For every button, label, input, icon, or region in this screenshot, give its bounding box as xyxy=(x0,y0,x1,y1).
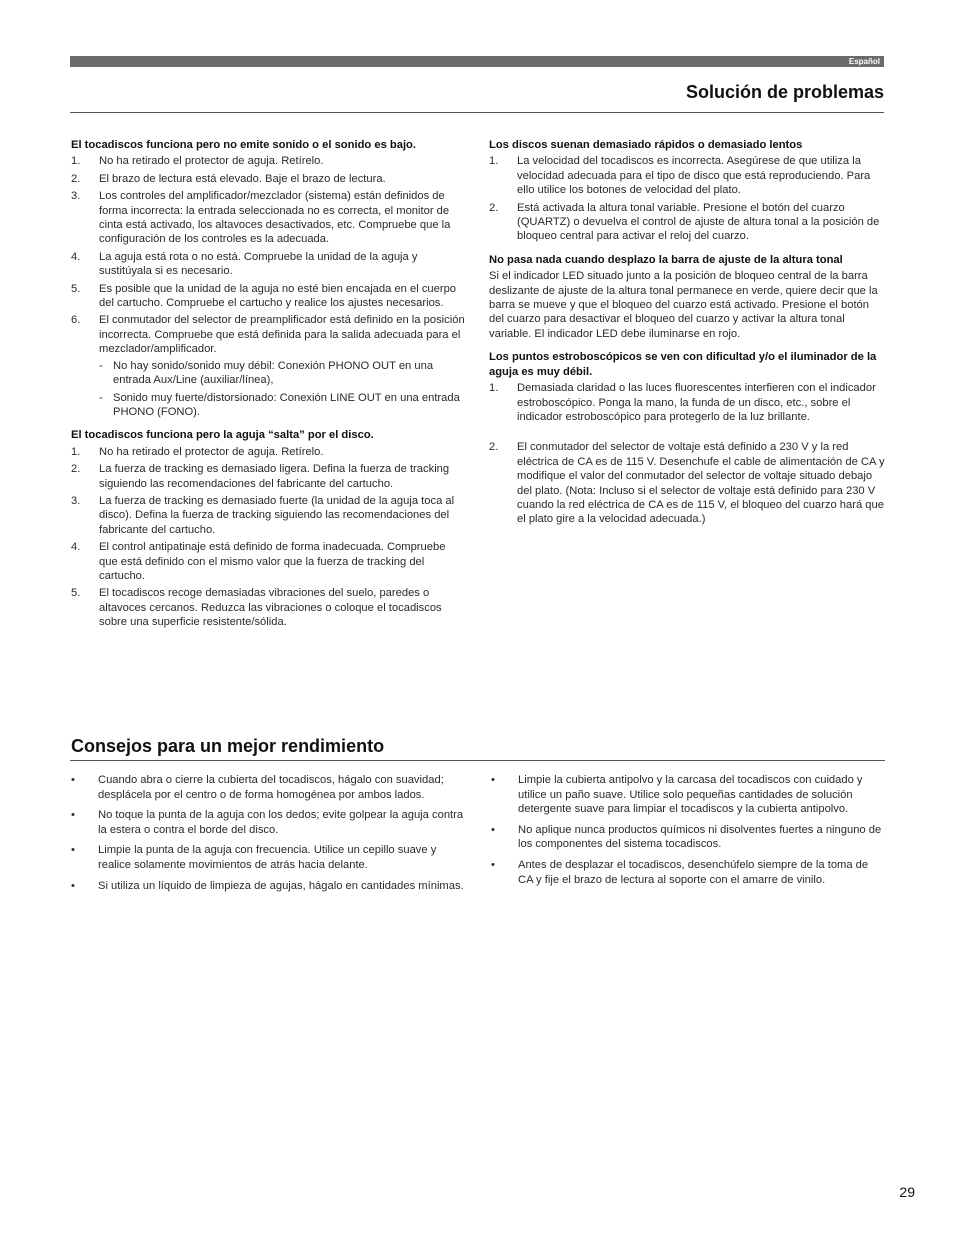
tips-list-right xyxy=(491,773,885,887)
item-text: El brazo de lectura está elevado. Baje el brazo de lectura. xyxy=(99,172,386,185)
skips-block xyxy=(71,428,466,629)
bullet-marker: • xyxy=(71,844,75,857)
list-item xyxy=(71,462,466,491)
strobe-heading: Los puntos estroboscópicos se ven con dificultad y/o el iluminador de la aguja es muy débil. xyxy=(489,351,877,378)
item-number: 1. xyxy=(489,382,499,395)
item-text: La fuerza de tracking es demasiado ligera. Defina la fuerza de tracking siguiendo las recomendaciones del fabricante del cartucho. xyxy=(99,463,450,490)
pitch-heading: No pasa nada cuando desplazo la barra de ajuste de la altura tonal xyxy=(489,253,843,266)
item-number: 4. xyxy=(71,541,81,554)
item-text: Demasiada claridad o las luces fluorescentes interfieren con el indicador estroboscópico. Ponga la mano, la funda de un disco, etc., sobre el indicador estroboscópico para protegerlo de la luz brillante. xyxy=(517,382,876,423)
strobe-block xyxy=(489,350,885,526)
list-item xyxy=(489,440,885,526)
list-item xyxy=(489,381,885,424)
sub-item-text: Sonido muy fuerte/distorsionado: Conexión LINE OUT en una entrada PHONO (FONO). xyxy=(113,391,460,418)
tips-right-column xyxy=(491,773,885,893)
tip-text: Cuando abra o cierre la cubierta del tocadiscos, hágalo con suavidad; desplácela por el centro o de forma homogénea por ambos lados. xyxy=(98,774,444,801)
bullet-marker: • xyxy=(71,879,75,892)
sub-item-text: No hay sonido/sonido muy débil: Conexión PHONO OUT en una entrada Aux/Line (auxiliar/línea), xyxy=(113,359,434,387)
item-number: 2. xyxy=(71,463,81,476)
section-divider xyxy=(70,112,884,113)
list-item xyxy=(71,773,467,802)
item-number: 2. xyxy=(489,441,499,454)
header-bar xyxy=(70,56,884,67)
tips-list-left xyxy=(71,773,467,893)
list-item xyxy=(71,879,467,894)
pitch-text: Si el indicador LED situado junto a la posición de bloqueo central de la barra deslizante de ajuste de la altura tonal permanece en verde, quiere decir que la barra se mueve y que el bloqueo del cuarzo está activado. Presione el botón del cuarzo para desactivar el bloqueo del cuarzo y activar la altura tonal variable. El indicador LED debe iluminarse en rojo. xyxy=(489,270,878,340)
skips-heading: El tocadiscos funciona pero la aguja “salta” por el disco. xyxy=(71,429,374,442)
list-item xyxy=(71,313,466,419)
item-text: Es posible que la unidad de la aguja no esté bien encajada en el cuerpo del cartucho. Compruebe el cartucho y realice los ajustes necesarios. xyxy=(99,282,457,310)
item-text: Los controles del amplificador/mezclador (sistema) están definidos de forma incorrecta: la entrada seleccionada no es correcta, el monitor de cinta está activado, los altavoces desactivados, etc. Compruebe que la configuración de los controles es la adecuada. xyxy=(99,190,451,246)
troubleshooting-left-column xyxy=(71,138,466,639)
item-number: 3. xyxy=(71,494,81,507)
sub-list xyxy=(99,359,466,420)
item-number: 5. xyxy=(71,587,81,600)
item-text: No ha retirado el protector de aguja. Retírelo. xyxy=(99,445,324,458)
pitch-block xyxy=(489,253,885,341)
tip-text: No toque la punta de la aguja con los dedos; evite golpear la aguja contra la estera o contra el borde del disco. xyxy=(98,809,464,836)
bullet-marker: • xyxy=(71,774,75,786)
list-item xyxy=(491,858,885,887)
list-item xyxy=(71,282,466,311)
item-text: No ha retirado el protector de aguja. Retírelo. xyxy=(99,155,324,168)
item-number: 6. xyxy=(71,314,81,327)
no-sound-heading: El tocadiscos funciona pero no emite sonido o el sonido es bajo. xyxy=(71,139,416,151)
item-number: 1. xyxy=(71,155,81,168)
tip-text: Si utiliza un líquido de limpieza de agujas, hágalo en cantidades mínimas. xyxy=(98,879,464,892)
item-number: 1. xyxy=(489,155,499,168)
item-text: La aguja está rota o no está. Compruebe la unidad de la aguja y sustitúyala si es necesario. xyxy=(99,250,418,278)
item-number: 2. xyxy=(489,201,499,214)
tip-text: Antes de desplazar el tocadiscos, desenchúfelo siempre de la toma de CA y fije el brazo de lectura al soporte con el amarre de vinilo. xyxy=(518,858,869,886)
sub-item xyxy=(99,391,466,420)
list-item xyxy=(71,154,466,168)
speed-list xyxy=(489,154,885,243)
item-text: El conmutador del selector de voltaje está definido a 230 V y la red eléctrica de CA es de 115 V. Desenchufe el cable de alimentación de CA y modifique el valor del conmutador del selector de voltaje situado debajo del plato. (Nota: Incluso si el selector de voltaje está definido para 230 V cuando la red eléctrica de CA es de 115 V, el bloqueo del cuarzo hará que el plato gire a la velocidad adecuada.) xyxy=(517,441,885,526)
list-item xyxy=(71,189,466,247)
item-text: El tocadiscos recoge demasiadas vibraciones del suelo, paredes o altavoces cercanos. Reduzca las vibraciones o coloque el tocadiscos sobre una superficie resistente/sólida. xyxy=(99,587,442,629)
list-item xyxy=(491,773,885,817)
list-item xyxy=(491,823,885,852)
troubleshooting-title: Solución de problemas xyxy=(685,82,884,102)
item-text: El control antipatinaje está definido de forma inadecuada. Compruebe que está definido con el mismo valor que la fuerza de tracking del cartucho. xyxy=(99,541,446,582)
item-text: La velocidad del tocadiscos es incorrecta. Asegúrese de que utiliza la velocidad adecuada para el tipo de disco que está reproduciendo. Para ello utilice los botones de velocidad del plato. xyxy=(517,155,871,197)
bullet-marker: • xyxy=(491,823,495,836)
item-text: Está activada la altura tonal variable. Presione el botón del cuarzo (QUARTZ) o devuelva el control de ajuste de altura tonal a la posición de bloqueo central para activar el reloj del cuarzo. xyxy=(517,201,880,243)
troubleshooting-right-column xyxy=(489,138,885,536)
item-number: 2. xyxy=(71,172,81,185)
tip-text: Limpie la cubierta antipolvo y la carcasa del tocadiscos con cuidado y utilice un paño suave. Utilice solo pequeñas cantidades de solución detergente suave para limpiar el tocadiscos y la cubierta antipolvo. xyxy=(518,774,863,816)
list-item xyxy=(489,154,885,197)
list-item xyxy=(71,843,467,872)
sub-item xyxy=(99,359,466,388)
speed-block xyxy=(489,138,885,244)
item-number: 4. xyxy=(71,250,81,263)
item-number: 1. xyxy=(71,445,81,458)
bullet-marker: • xyxy=(491,858,495,871)
dash-marker: - xyxy=(99,391,103,404)
item-text: El conmutador del selector de preamplificador está definido en la posición incorrecta. Compruebe que está definida para la salida adecuada para el mezclador/amplificador. xyxy=(99,314,465,356)
strobe-list xyxy=(489,381,885,527)
tips-title: Consejos para un mejor rendimiento xyxy=(71,736,385,756)
list-item xyxy=(71,494,466,537)
dash-marker: - xyxy=(99,359,103,372)
bullet-marker: • xyxy=(71,809,75,822)
item-number: 5. xyxy=(71,282,81,295)
list-item xyxy=(71,808,467,837)
tips-left-column xyxy=(71,773,467,899)
tip-text: No aplique nunca productos químicos ni disolventes fuertes a ninguno de los componentes del sistema tocadiscos. xyxy=(518,823,882,851)
tip-text: Limpie la punta de la aguja con frecuencia. Utilice un cepillo suave y realice solamente movimientos de atrás hacia delante. xyxy=(98,844,437,871)
list-item xyxy=(489,201,885,244)
list-item xyxy=(71,250,466,279)
item-number: 3. xyxy=(71,190,81,203)
page-number: 29 xyxy=(899,1184,915,1200)
list-item xyxy=(71,445,466,459)
list-item xyxy=(71,172,466,186)
list-item xyxy=(71,586,466,629)
item-text: La fuerza de tracking es demasiado fuerte (la unidad de la aguja toca al disco). Defina la fuerza de tracking siguiendo las recomendaciones del fabricante del cartucho. xyxy=(99,494,455,536)
bullet-marker: • xyxy=(491,774,495,786)
speed-heading: Los discos suenan demasiado rápidos o demasiado lentos xyxy=(489,139,803,151)
section-divider xyxy=(70,760,885,761)
list-item xyxy=(71,540,466,583)
no-sound-list xyxy=(71,154,466,419)
language-label: Español xyxy=(848,57,880,66)
skips-list xyxy=(71,445,466,630)
no-sound-block xyxy=(71,138,466,419)
